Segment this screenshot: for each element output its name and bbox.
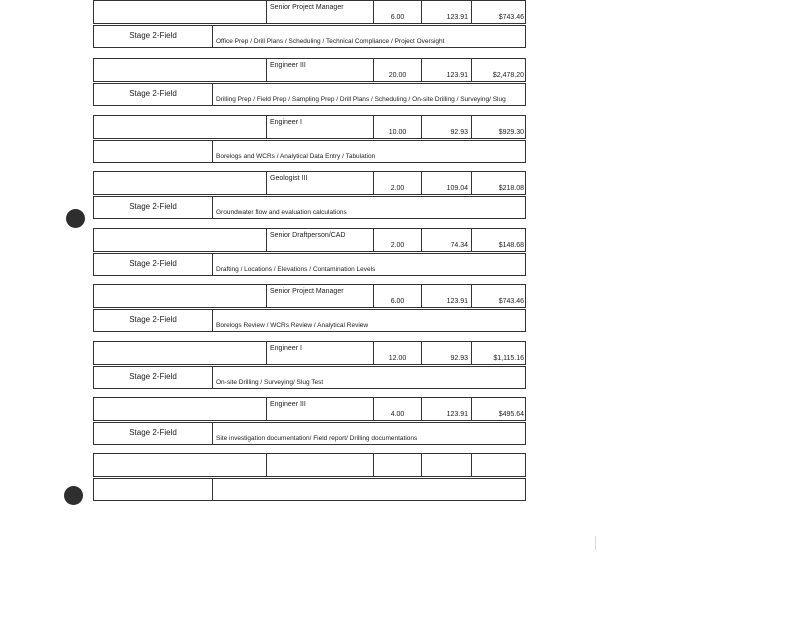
rate-cell (421, 229, 471, 251)
role-text: Engineer I (270, 345, 302, 352)
rate-text: 123.91 (446, 72, 468, 79)
stage-text: Stage 2-Field (129, 372, 177, 381)
hours-text: 10.00 (388, 129, 407, 136)
role-text: Senior Draftperson/CAD (270, 232, 346, 239)
hours-text: 6.00 (390, 298, 405, 305)
role-text: Geologist III (270, 175, 308, 182)
cost-entry (93, 171, 526, 219)
cost-row (93, 397, 526, 421)
description-cell (212, 423, 525, 444)
total-cell (471, 454, 527, 476)
hours-cell (373, 116, 421, 138)
total-text: $743.46 (498, 14, 524, 21)
total-text: $929.30 (498, 129, 524, 136)
rate-cell (421, 1, 471, 23)
cost-entry (93, 397, 526, 445)
hours-text: 4.00 (390, 411, 405, 418)
cost-row (93, 453, 526, 477)
stage-text: Stage 2-Field (129, 202, 177, 211)
cost-row (93, 0, 526, 24)
rate-cell (421, 285, 471, 307)
description-row (93, 422, 526, 445)
rate-text: 74.34 (450, 242, 468, 249)
stage-cell (94, 141, 212, 162)
description-text: Groundwater flow and evaluation calculations (216, 209, 347, 216)
cost-entry (93, 0, 526, 48)
description-cell (212, 310, 525, 331)
punch-hole-top (66, 209, 85, 228)
blank-cell (94, 454, 266, 476)
description-row (93, 309, 526, 332)
description-cell (212, 254, 525, 275)
role-text: Engineer III (270, 401, 306, 408)
stage-cell (94, 310, 212, 331)
stage-text: Stage 2-Field (129, 89, 177, 98)
stage-cell (94, 197, 212, 218)
cost-row (93, 284, 526, 308)
description-text: Drilling Prep / Field Prep / Sampling Prep / Drill Plans / Scheduling / On-site Drilling / Surveying/ Slug (216, 96, 506, 103)
description-cell (212, 141, 525, 162)
role-cell (266, 116, 373, 138)
total-cell (471, 172, 527, 194)
description-cell (212, 84, 525, 105)
scan-mark (595, 536, 596, 550)
description-row (93, 478, 526, 501)
blank-cell (94, 1, 266, 23)
cost-row (93, 228, 526, 252)
hours-text: 6.00 (390, 14, 405, 21)
stage-text: Stage 2-Field (129, 315, 177, 324)
hours-cell (373, 59, 421, 81)
stage-cell (94, 423, 212, 444)
cost-entry (93, 115, 526, 163)
rate-text: 109.04 (446, 185, 468, 192)
blank-cell (94, 342, 266, 364)
hours-cell (373, 454, 421, 476)
total-text: $1,115.16 (493, 355, 524, 362)
description-row (93, 83, 526, 106)
role-text: Engineer I (270, 119, 302, 126)
description-text: Site investigation documentation/ Field report/ Drilling documentations (216, 435, 418, 442)
cost-entry (93, 284, 526, 332)
role-cell (266, 398, 373, 420)
blank-cell (94, 172, 266, 194)
rate-cell (421, 172, 471, 194)
description-cell (212, 479, 525, 500)
description-cell (212, 26, 525, 47)
rate-text: 123.91 (446, 14, 468, 21)
description-cell (212, 197, 525, 218)
rate-cell (421, 342, 471, 364)
rate-text: 123.91 (446, 298, 468, 305)
stage-text: Stage 2-Field (129, 428, 177, 437)
description-cell (212, 367, 525, 388)
role-cell (266, 342, 373, 364)
stage-text: Stage 2-Field (129, 259, 177, 268)
total-cell (471, 342, 527, 364)
role-text: Senior Project Manager (270, 4, 344, 11)
description-row (93, 366, 526, 389)
role-cell (266, 285, 373, 307)
description-text: Office Prep / Drill Plans / Scheduling / Technical Compliance / Project Oversight (216, 38, 445, 45)
rate-cell (421, 116, 471, 138)
blank-cell (94, 116, 266, 138)
stage-cell (94, 479, 212, 500)
cost-entry (93, 341, 526, 389)
rate-cell (421, 398, 471, 420)
total-cell (471, 398, 527, 420)
role-text: Senior Project Manager (270, 288, 344, 295)
total-text: $2,478.20 (492, 72, 524, 79)
blank-cell (94, 285, 266, 307)
total-cell (471, 285, 527, 307)
rate-text: 92.93 (450, 355, 468, 362)
rate-cell (421, 59, 471, 81)
role-text: Engineer III (270, 62, 306, 69)
stage-cell (94, 254, 212, 275)
hours-text: 12.00 (388, 355, 407, 362)
blank-cell (94, 59, 266, 81)
cost-entry (93, 58, 526, 106)
rate-text: 92.93 (450, 129, 468, 136)
total-cell (471, 116, 527, 138)
rate-text: 123.91 (446, 411, 468, 418)
hours-cell (373, 1, 421, 23)
hours-cell (373, 342, 421, 364)
stage-cell (94, 84, 212, 105)
cost-entry (93, 453, 526, 501)
hours-cell (373, 172, 421, 194)
punch-hole-bottom (64, 486, 83, 505)
description-text: On-site Drilling / Surveying/ Slug Test (216, 379, 324, 386)
total-text: $148.68 (498, 242, 524, 249)
description-row (93, 140, 526, 163)
total-text: $743.46 (498, 298, 524, 305)
cost-row (93, 58, 526, 82)
hours-text: 2.00 (390, 185, 405, 192)
stage-cell (94, 367, 212, 388)
hours-text: 20.00 (388, 72, 407, 79)
cost-entry (93, 228, 526, 276)
description-text: Borelogs Review / WCRs Review / Analytical Review (216, 322, 369, 329)
total-cell (471, 59, 527, 81)
blank-cell (94, 229, 266, 251)
role-cell (266, 59, 373, 81)
rate-cell (421, 454, 471, 476)
blank-cell (94, 398, 266, 420)
cost-row (93, 171, 526, 195)
total-text: $495.64 (498, 411, 524, 418)
total-cell (471, 1, 527, 23)
stage-cell (94, 26, 212, 47)
cost-row (93, 115, 526, 139)
role-cell (266, 1, 373, 23)
hours-text: 2.00 (390, 242, 405, 249)
role-cell (266, 229, 373, 251)
description-row (93, 25, 526, 48)
total-text: $218.08 (498, 185, 524, 192)
hours-cell (373, 229, 421, 251)
description-row (93, 196, 526, 219)
role-cell (266, 454, 373, 476)
description-row (93, 253, 526, 276)
hours-cell (373, 398, 421, 420)
total-cell (471, 229, 527, 251)
cost-row (93, 341, 526, 365)
description-text: Drafting / Locations / Elevations / Contamination Levels (216, 266, 376, 273)
hours-cell (373, 285, 421, 307)
stage-text: Stage 2-Field (129, 31, 177, 40)
role-cell (266, 172, 373, 194)
description-text: Borelogs and WCRs / Analytical Data Entry / Tabulation (216, 153, 376, 160)
